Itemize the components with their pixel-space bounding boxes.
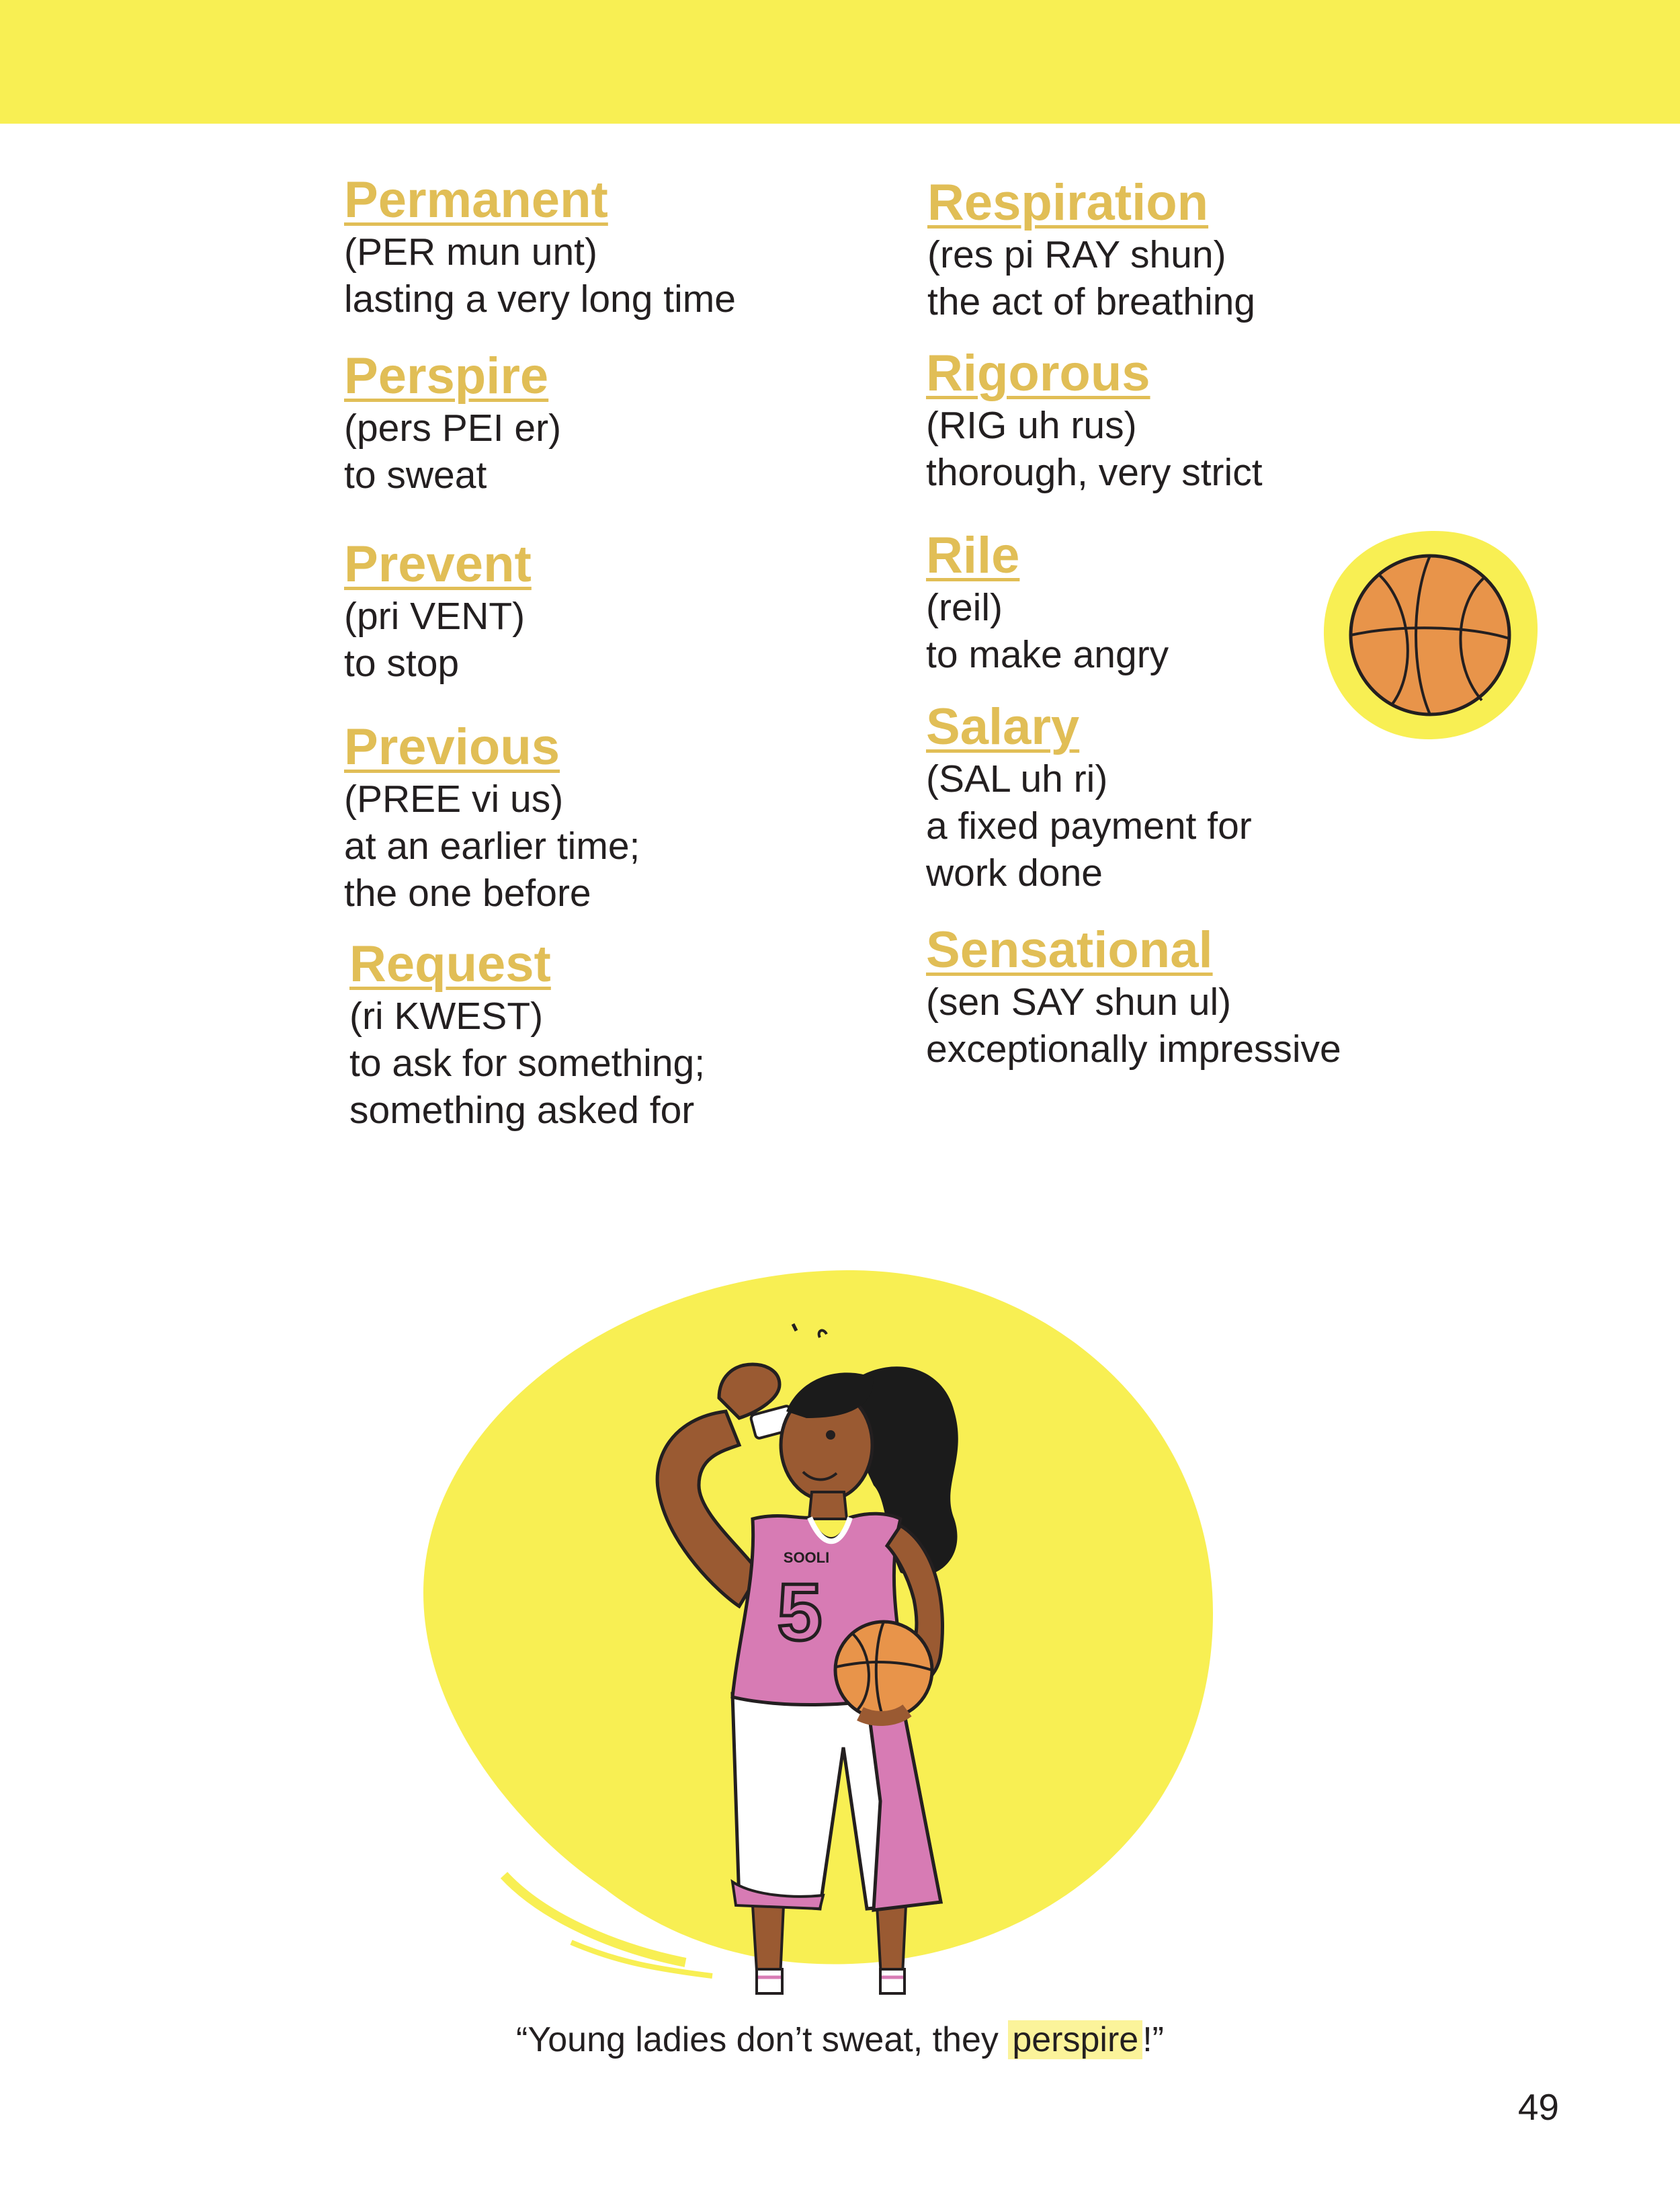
- jersey-number: 5: [777, 1567, 823, 1657]
- definition: to stop: [344, 642, 460, 685]
- definition: the act of breathing: [927, 280, 1256, 323]
- vocab-entry-request: [349, 936, 954, 1134]
- pronunciation: (RIG uh rus): [926, 404, 1137, 447]
- caption-text-after: !”: [1142, 2020, 1164, 2059]
- caption-highlighted-word: perspire: [1008, 2020, 1142, 2059]
- term: Previous: [344, 718, 560, 776]
- pronunciation: (PREE vi us): [344, 778, 564, 821]
- term: Perspire: [344, 347, 549, 405]
- top-color-band: [0, 0, 1680, 124]
- definition: exceptionally impressive: [926, 1028, 1341, 1071]
- vocab-entry-sensational: [926, 922, 1531, 1073]
- basketball-badge-icon: [1317, 524, 1546, 746]
- page-number: 49: [1517, 2086, 1559, 2128]
- vocab-entry-respiration: [927, 175, 1532, 325]
- definition: lasting a very long time: [344, 278, 736, 321]
- pronunciation: (PER mun unt): [344, 231, 597, 274]
- definition: a fixed payment for work done: [926, 804, 1252, 895]
- definition: at an earlier time; the one before: [344, 825, 640, 915]
- pronunciation: (SAL uh ri): [926, 757, 1108, 800]
- caption-text-before: “Young ladies don’t sweat, they: [516, 2020, 1009, 2059]
- vocab-entry-previous: [344, 719, 949, 917]
- jersey-text: SOOLI: [783, 1549, 830, 1566]
- vocab-entry-prevent: [344, 536, 949, 687]
- vocab-entry-rigorous: [926, 345, 1531, 496]
- pronunciation: (ri KWEST): [349, 995, 544, 1038]
- term: Rile: [926, 527, 1020, 584]
- definition: to make angry: [926, 633, 1169, 676]
- term: Respiration: [927, 174, 1209, 231]
- basketball-player-illustration: [403, 1196, 1290, 2016]
- vocab-entry-perspire: [344, 348, 949, 499]
- illustration-caption: [0, 2016, 1680, 2063]
- definition: thorough, very strict: [926, 451, 1263, 494]
- term: Rigorous: [926, 345, 1150, 402]
- pronunciation: (res pi RAY shun): [927, 233, 1226, 276]
- term: Prevent: [344, 536, 532, 593]
- definition: to sweat: [344, 454, 487, 497]
- vocab-entry-permanent: [344, 172, 949, 323]
- term: Permanent: [344, 171, 608, 229]
- held-basketball-icon: [835, 1622, 932, 1719]
- pronunciation: (sen SAY shun ul): [926, 981, 1232, 1024]
- term: Sensational: [926, 921, 1213, 979]
- term: Request: [349, 936, 551, 993]
- pronunciation: (reil): [926, 586, 1003, 629]
- definition: to ask for something; something asked for: [349, 1042, 706, 1132]
- pronunciation: (pers PEI er): [344, 407, 562, 450]
- term: Salary: [926, 698, 1080, 755]
- pronunciation: (pri VENT): [344, 595, 526, 638]
